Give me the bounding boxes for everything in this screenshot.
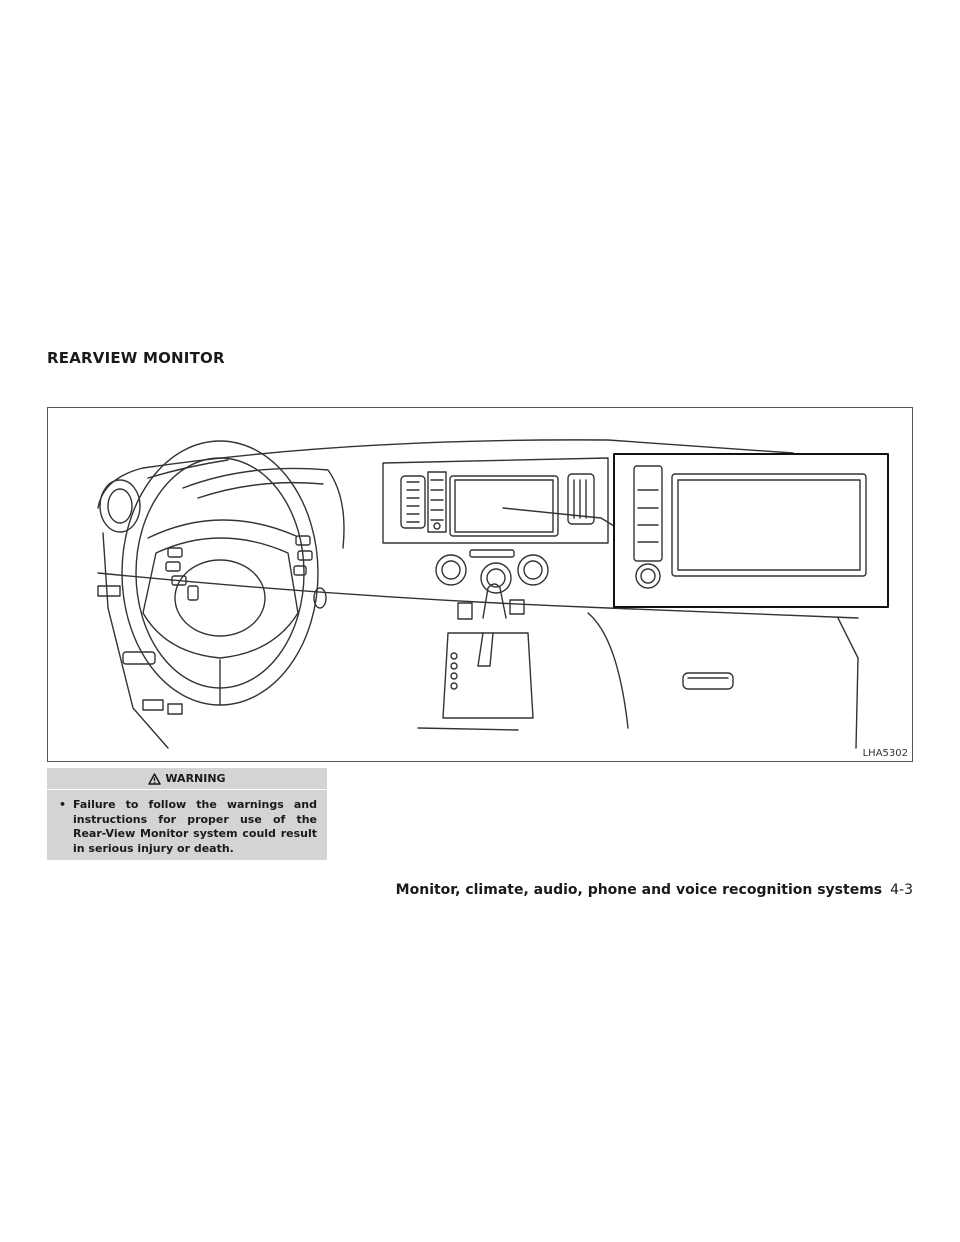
figure-code: LHA5302 [862,748,908,759]
page-number: 4-3 [890,882,913,898]
warning-header [47,768,327,790]
dashboard-illustration [48,408,912,761]
warning-text: Failure to follow the warnings and instructions for proper use of the Rear-View Monitor system could result in serious injury or death. [73,798,317,855]
dashboard-figure [47,407,913,762]
warning-title: WARNING [165,772,226,785]
page-footer [396,882,913,898]
warning-icon [148,773,161,785]
warning-box [47,768,327,860]
warning-bullet: • [59,798,67,811]
footer-chapter: Monitor, climate, audio, phone and voice recognition systems [395,882,883,898]
warning-body [47,790,327,856]
section-title: REARVIEW MONITOR [47,349,225,367]
